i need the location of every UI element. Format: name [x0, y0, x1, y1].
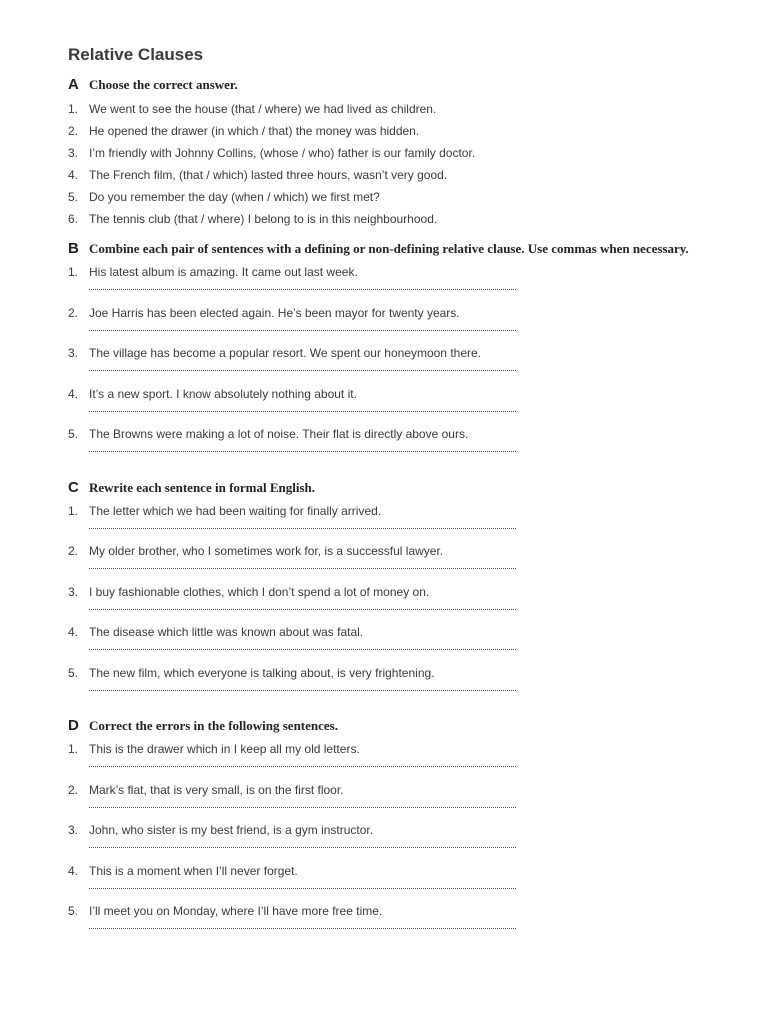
section-d	[68, 717, 708, 942]
list-item	[68, 501, 708, 519]
section-instruction: Combine each pair of sentences with a defining or non-defining relative clause. Use commas when necessary.	[89, 241, 689, 256]
section-header	[68, 717, 708, 737]
exercise-item	[68, 663, 708, 704]
list-item	[68, 424, 708, 442]
exercise-item	[68, 861, 708, 902]
section-instruction: Correct the errors in the following sentences.	[89, 718, 338, 733]
item-text: Mark’s flat, that is very small, is on the first floor.	[89, 782, 344, 797]
list-item	[68, 901, 708, 919]
section-letter: A	[68, 76, 79, 93]
item-number: 6.	[68, 212, 79, 226]
answer-line[interactable]	[89, 840, 516, 848]
list-item	[68, 739, 708, 757]
list-item	[68, 303, 708, 321]
answer-line[interactable]	[89, 800, 516, 808]
exercise-item	[68, 424, 708, 465]
list-item	[68, 142, 708, 164]
list-item	[68, 120, 708, 142]
item-text: This is a moment when I’ll never forget.	[89, 863, 298, 878]
item-number: 2.	[68, 782, 79, 797]
item-text: I buy fashionable clothes, which I don’t spend a lot of money on.	[89, 584, 430, 599]
page-title: Relative Clauses	[68, 45, 204, 64]
worksheet-page	[68, 44, 708, 942]
item-number: 1.	[68, 102, 79, 116]
item-text: John, who sister is my best friend, is a gym instructor.	[89, 823, 374, 837]
item-text: The Browns were making a lot of noise. Their flat is directly above ours.	[89, 427, 469, 441]
exercise-item	[68, 343, 708, 384]
section-letter: B	[68, 240, 79, 257]
item-text: The letter which we had been waiting for finally arrived.	[89, 503, 382, 518]
list-item	[68, 663, 708, 681]
section-header	[68, 240, 708, 260]
item-number: 3.	[68, 146, 79, 160]
answer-line[interactable]	[89, 642, 516, 650]
list-item	[68, 262, 708, 280]
list-item	[68, 98, 708, 120]
item-text: This is the drawer which in I keep all my old letters.	[89, 742, 360, 756]
list-item	[68, 186, 708, 208]
section-b	[68, 240, 708, 465]
item-text: Do you remember the day (when / which) we first met?	[89, 190, 380, 204]
exercise-item	[68, 901, 708, 942]
answer-line[interactable]	[89, 521, 516, 529]
section-header	[68, 76, 708, 96]
item-number: 1.	[68, 265, 79, 279]
list-item	[68, 384, 708, 402]
item-text: The village has become a popular resort. We spent our honeymoon there.	[89, 346, 482, 360]
item-number: 2.	[68, 305, 79, 320]
item-number: 3.	[68, 346, 79, 360]
answer-line[interactable]	[89, 404, 516, 412]
answer-line[interactable]	[89, 921, 516, 929]
list-item	[68, 582, 708, 600]
item-text: Joe Harris has been elected again. He’s been mayor for twenty years.	[89, 305, 460, 320]
item-text: He opened the drawer (in which / that) the money was hidden.	[89, 124, 420, 138]
section-instruction: Rewrite each sentence in formal English.	[89, 479, 316, 495]
answer-line[interactable]	[89, 881, 516, 889]
answer-line[interactable]	[89, 323, 516, 331]
section-c	[68, 479, 708, 704]
item-text: My older brother, who I sometimes work for, is a successful lawyer.	[89, 544, 444, 558]
item-number: 3.	[68, 823, 79, 837]
answer-line[interactable]	[89, 561, 516, 569]
list-item	[68, 164, 708, 186]
section-letter: C	[68, 478, 79, 496]
exercise-item	[68, 622, 708, 663]
answer-line[interactable]	[89, 759, 516, 767]
list-item	[68, 208, 708, 230]
item-number: 1.	[68, 503, 79, 518]
item-number: 4.	[68, 168, 79, 182]
exercise-item	[68, 262, 708, 303]
exercise-item	[68, 541, 708, 582]
item-text: I’m friendly with Johnny Collins, (whose / who) father is our family doctor.	[89, 146, 476, 160]
item-number: 1.	[68, 742, 79, 756]
answer-line[interactable]	[89, 282, 516, 290]
exercise-item	[68, 303, 708, 344]
item-number: 2.	[68, 124, 79, 138]
section-a	[68, 76, 708, 230]
list-item	[68, 541, 708, 559]
list-item	[68, 622, 708, 640]
item-number: 5.	[68, 665, 79, 680]
item-number: 5.	[68, 904, 79, 918]
list-item	[68, 861, 708, 879]
section-letter: D	[68, 717, 79, 734]
answer-line[interactable]	[89, 444, 516, 452]
item-number: 5.	[68, 190, 79, 204]
exercise-item	[68, 739, 708, 780]
exercise-item	[68, 780, 708, 821]
item-number: 4.	[68, 386, 79, 401]
answer-line[interactable]	[89, 602, 516, 610]
list-item	[68, 780, 708, 798]
list-item	[68, 343, 708, 361]
item-text: It’s a new sport. I know absolutely nothing about it.	[89, 386, 357, 401]
item-number: 3.	[68, 584, 79, 599]
answer-line[interactable]	[89, 363, 516, 371]
answer-line[interactable]	[89, 683, 516, 691]
exercise-item	[68, 582, 708, 623]
section-header	[68, 479, 708, 499]
exercise-item	[68, 384, 708, 425]
item-text: The disease which little was known about was fatal.	[89, 625, 364, 639]
item-text: The tennis club (that / where) I belong to is in this neighbourhood.	[89, 212, 438, 226]
item-text: His latest album is amazing. It came out last week.	[89, 265, 358, 279]
item-text: The French film, (that / which) lasted three hours, wasn’t very good.	[89, 168, 448, 182]
item-number: 5.	[68, 427, 79, 441]
item-number: 4.	[68, 625, 79, 639]
item-text: I’ll meet you on Monday, where I’ll have more free time.	[89, 904, 383, 918]
exercise-item	[68, 501, 708, 542]
section-instruction: Choose the correct answer.	[89, 77, 238, 92]
item-number: 4.	[68, 863, 79, 878]
exercise-item	[68, 820, 708, 861]
list-item	[68, 820, 708, 838]
item-text: We went to see the house (that / where) we had lived as children.	[89, 102, 437, 116]
item-text: The new film, which everyone is talking about, is very frightening.	[89, 665, 435, 680]
item-number: 2.	[68, 544, 79, 558]
